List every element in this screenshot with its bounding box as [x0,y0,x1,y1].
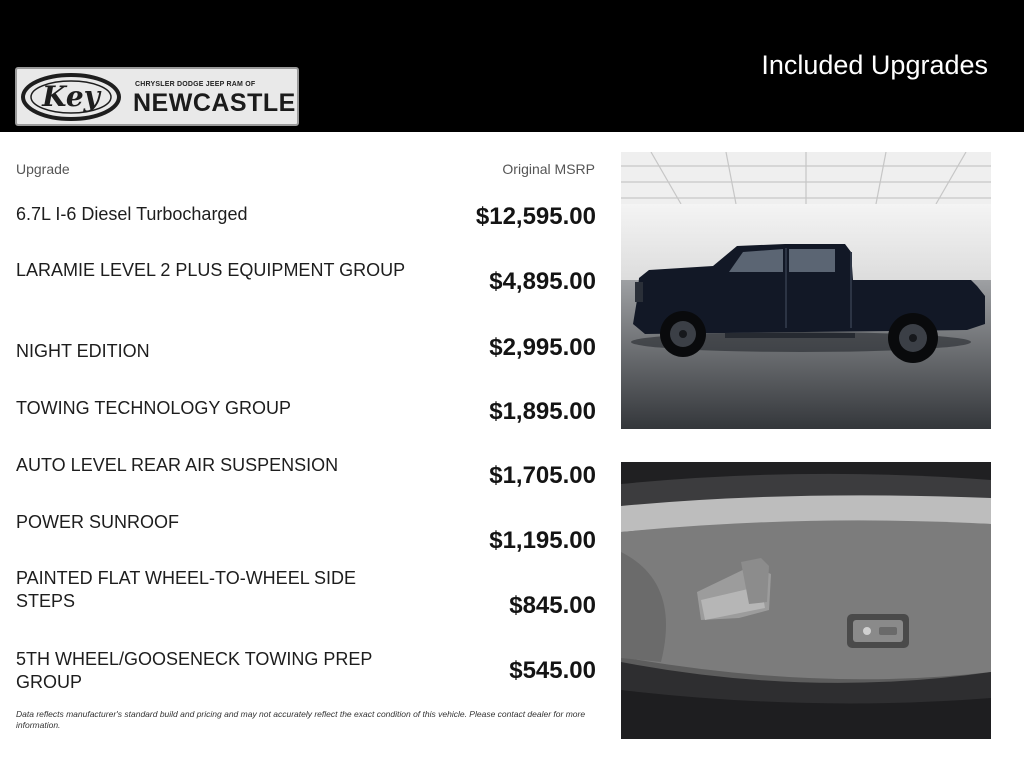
page-title: Included Upgrades [761,50,988,80]
upgrade-price: $1,705.00 [489,462,596,489]
header-bar [0,0,1024,132]
upgrade-price: $4,895.00 [489,268,596,295]
svg-text:Key: Key [42,80,100,113]
upgrade-price: $12,595.00 [475,203,596,230]
upgrade-name: LARAMIE LEVEL 2 PLUS EQUIPMENT GROUP [16,260,406,280]
upgrade-price: $1,195.00 [489,527,596,554]
disclaimer-text: Data reflects manufacturer's standard build and pricing and may not accurately reflect the exact condition of this vehicle. Please contact dealer for more information. [16,709,586,730]
truck-photo [621,152,991,429]
upgrade-name: POWER SUNROOF [16,512,180,532]
upgrade-row [16,511,596,571]
upgrade-row [16,334,596,400]
logo-small-text: CHRYSLER DODGE JEEP RAM OF [135,81,256,88]
upgrade-name: NIGHT EDITION [16,341,150,361]
upgrade-row [16,259,596,319]
upgrade-price: $2,995.00 [489,334,596,361]
upgrade-row [16,567,596,627]
upgrade-name: 6.7L I-6 Diesel Turbocharged [16,204,248,224]
upgrade-name: TOWING TECHNOLOGY GROUP [16,398,292,418]
upgrade-price: $545.00 [509,657,596,684]
seat-controls-photo [621,462,991,739]
upgrade-name: AUTO LEVEL REAR AIR SUSPENSION [16,455,339,475]
dealer-logo[interactable] [15,67,299,126]
upgrade-row [16,397,596,457]
column-header-msrp: Original MSRP [502,161,595,177]
upgrade-name: 5TH WHEEL/GOOSENECK TOWING PREP GROUP [16,649,373,692]
upgrade-row [16,648,596,708]
upgrade-row [16,454,596,514]
upgrade-row [16,203,596,263]
logo-dealer-name: NEWCASTLE [133,89,296,117]
column-header-upgrade: Upgrade [16,161,70,177]
upgrade-price: $845.00 [509,592,596,619]
upgrade-name: PAINTED FLAT WHEEL-TO-WHEEL SIDE STEPS [16,568,357,611]
upgrade-price: $1,895.00 [489,398,596,425]
